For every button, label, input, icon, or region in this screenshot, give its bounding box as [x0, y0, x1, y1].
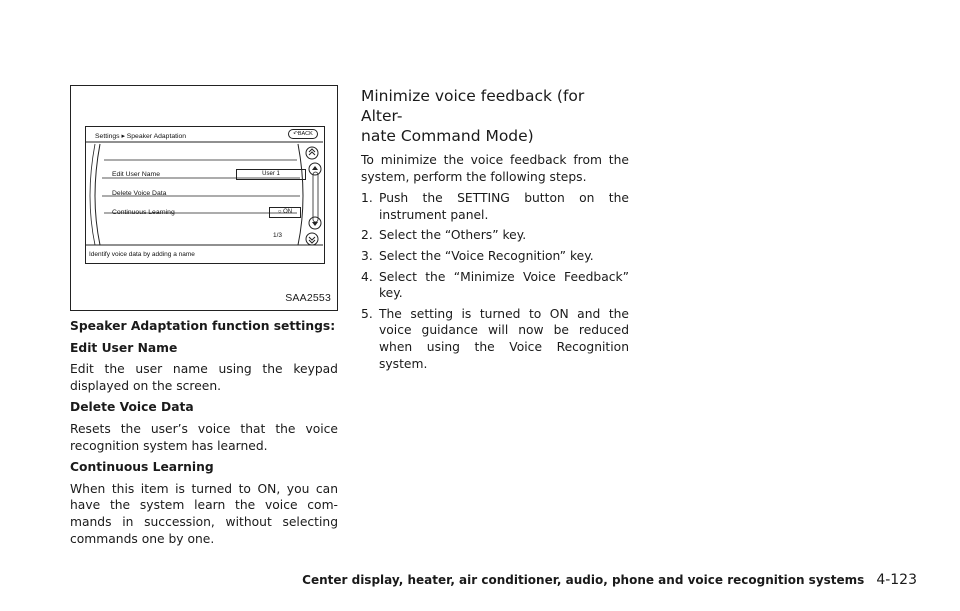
scroll-up-icon[interactable]	[308, 162, 322, 176]
status-line: Identify voice data by adding a name	[89, 251, 195, 258]
scroll-top-icon[interactable]	[305, 146, 319, 160]
continuous-learning-toggle[interactable]: ○ ON	[269, 207, 301, 218]
desc-delete-voice-data: Resets the user’s voice that the voice recognition system has learned.	[70, 421, 338, 453]
list-item: 5. The setting is turned to ON and the voice guidance will now be reduced when using the Voice Recognition system.	[361, 306, 629, 371]
section-heading: Speaker Adaptation function settings:	[70, 319, 336, 333]
user-name-value: User 1	[236, 169, 306, 180]
steps-list	[361, 190, 629, 372]
term-edit-user-name: Edit User Name	[70, 340, 178, 355]
figure-speaker-adaptation	[70, 85, 338, 311]
section-title: Minimize voice feedback (for Alter- nate Command Mode)	[361, 87, 585, 145]
page-number: 4-123	[876, 572, 917, 588]
left-column	[70, 318, 338, 552]
scroll-bottom-icon[interactable]	[305, 232, 319, 246]
page-indicator: 1/3	[273, 232, 283, 239]
list-item: 2. Select the “Others” key.	[361, 228, 527, 243]
menu-item-label: Delete Voice Data	[112, 190, 167, 197]
menu-item-label: Edit User Name	[112, 171, 160, 178]
menu-item-edit-user-name[interactable]	[112, 171, 160, 178]
list-item: 4. Select the “Minimize Voice Feedback” key.	[361, 269, 629, 301]
term-continuous-learning: Continuous Learning	[70, 460, 214, 475]
scrollbar[interactable]	[313, 172, 318, 222]
menu-item-label: Continuous Learning	[112, 209, 175, 216]
back-button[interactable]: ↶BACK	[288, 129, 318, 139]
term-delete-voice-data: Delete Voice Data	[70, 400, 194, 415]
page-footer	[302, 572, 917, 588]
display-screen	[85, 126, 325, 264]
footer-section-title: Center display, heater, air conditioner, audio, phone and voice recognition systems	[302, 573, 865, 587]
right-column	[361, 86, 629, 376]
menu-item-delete-voice-data[interactable]	[112, 190, 166, 197]
desc-edit-user-name: Edit the user name using the keypad displayed on the screen.	[70, 362, 338, 393]
scroll-down-icon[interactable]	[308, 216, 322, 230]
list-item: 3. Select the “Voice Recognition” key.	[361, 248, 594, 263]
list-item: 1. Push the SETTING button on the instrument panel.	[361, 191, 629, 222]
figure-code: SAA2553	[285, 292, 331, 304]
menu-item-continuous-learning[interactable]	[112, 209, 175, 216]
intro-paragraph: To minimize the voice feedback from the system, perform the following steps.	[361, 153, 629, 184]
screen-header: Settings ▸ Speaker Adaptation	[95, 133, 187, 140]
indicator-light-icon: ○	[277, 209, 282, 215]
desc-continuous-learning: When this item is turned to ON, you can have the system learn the voice com-mands in succession, without selecting commands one by one.	[70, 481, 338, 546]
